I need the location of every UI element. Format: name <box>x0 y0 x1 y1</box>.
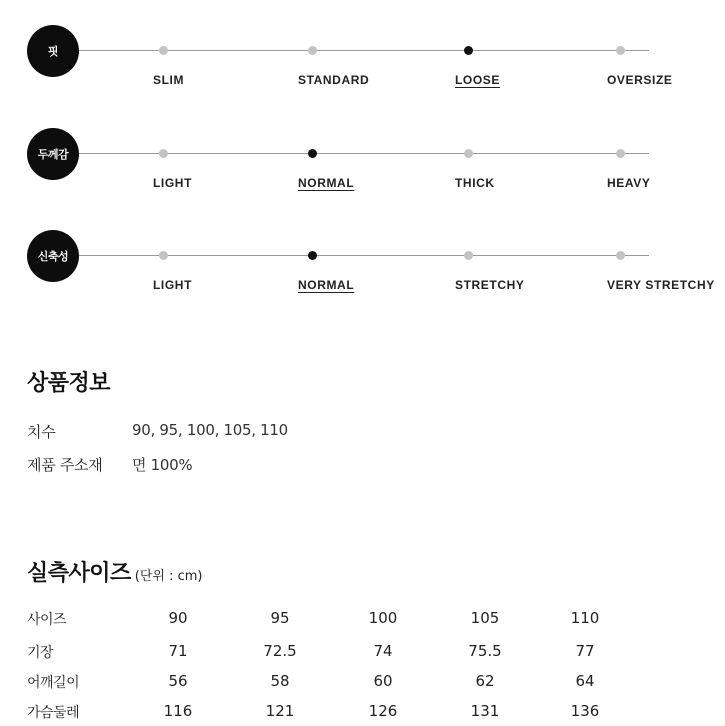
thickness-badge: 두께감 <box>27 128 79 180</box>
table-cell: 126 <box>368 702 398 720</box>
table-cell: 105 <box>470 609 500 627</box>
info-value: 면 100% <box>132 456 193 474</box>
table-cell: 136 <box>570 702 600 720</box>
thickness-option-dot[interactable] <box>159 149 168 158</box>
stretch-option-label-selected[interactable]: NORMAL <box>298 278 355 292</box>
fit-option-dot[interactable] <box>159 46 168 55</box>
table-cell: 64 <box>575 672 595 690</box>
thickness-option-label[interactable]: LIGHT <box>153 176 192 190</box>
table-row-header: 기장 <box>27 645 54 661</box>
size-table-unit: (단위 : cm) <box>134 569 203 584</box>
table-cell: 116 <box>163 702 193 720</box>
table-cell: 90 <box>168 609 188 627</box>
table-cell: 131 <box>470 702 500 720</box>
size-table-title-text: 실측사이즈 <box>27 561 131 586</box>
stretch-option-dot[interactable] <box>616 251 625 260</box>
stretch-option-label[interactable]: STRETCHY <box>455 278 525 292</box>
table-cell: 58 <box>270 672 290 690</box>
table-row-header: 어깨길이 <box>27 675 80 691</box>
thickness-option-dot-selected[interactable] <box>308 149 317 158</box>
thickness-option-dot[interactable] <box>464 149 473 158</box>
table-cell: 121 <box>265 702 295 720</box>
table-cell: 72.5 <box>263 642 297 660</box>
table-cell: 60 <box>373 672 393 690</box>
table-row <box>27 702 717 726</box>
stretch-option-dot[interactable] <box>464 251 473 260</box>
table-row-header: 가슴둘레 <box>27 705 80 721</box>
fit-badge: 핏 <box>27 25 79 77</box>
table-cell: 100 <box>368 609 398 627</box>
table-cell: 75.5 <box>468 642 502 660</box>
table-cell: 74 <box>373 642 393 660</box>
fit-option-dot[interactable] <box>616 46 625 55</box>
fit-option-label[interactable]: SLIM <box>153 73 185 87</box>
fit-option-dot-selected[interactable] <box>464 46 473 55</box>
thickness-option-dot[interactable] <box>616 149 625 158</box>
table-cell: 62 <box>475 672 495 690</box>
table-cell: 110 <box>570 609 600 627</box>
table-row-header: 사이즈 <box>27 612 67 628</box>
stretch-option-dot-selected[interactable] <box>308 251 317 260</box>
fit-scale <box>27 27 725 87</box>
size-table-title <box>27 556 202 587</box>
table-row <box>27 672 717 696</box>
table-cell: 71 <box>168 642 188 660</box>
product-info-title: 상품정보 <box>27 371 111 396</box>
table-row <box>27 642 717 666</box>
table-cell: 77 <box>575 642 595 660</box>
stretch-option-dot[interactable] <box>159 251 168 260</box>
fit-option-label[interactable]: OVERSIZE <box>607 73 673 87</box>
fit-option-dot[interactable] <box>308 46 317 55</box>
stretch-scale <box>27 232 725 292</box>
fit-option-label-selected[interactable]: LOOSE <box>455 73 501 87</box>
table-row <box>27 609 717 633</box>
thickness-option-label[interactable]: THICK <box>455 176 495 190</box>
stretch-option-label[interactable]: LIGHT <box>153 278 192 292</box>
stretch-badge: 신축성 <box>27 230 79 282</box>
thickness-option-label[interactable]: HEAVY <box>607 176 651 190</box>
info-value: 90, 95, 100, 105, 110 <box>132 421 288 439</box>
fit-option-label[interactable]: STANDARD <box>298 73 370 87</box>
stretch-option-label[interactable]: VERY STRETCHY <box>607 278 715 292</box>
table-cell: 95 <box>270 609 290 627</box>
info-key: 제품 주소재 <box>27 456 103 474</box>
info-key: 치수 <box>27 423 56 441</box>
thickness-option-label-selected[interactable]: NORMAL <box>298 176 355 190</box>
table-cell: 56 <box>168 672 188 690</box>
thickness-scale <box>27 130 725 190</box>
